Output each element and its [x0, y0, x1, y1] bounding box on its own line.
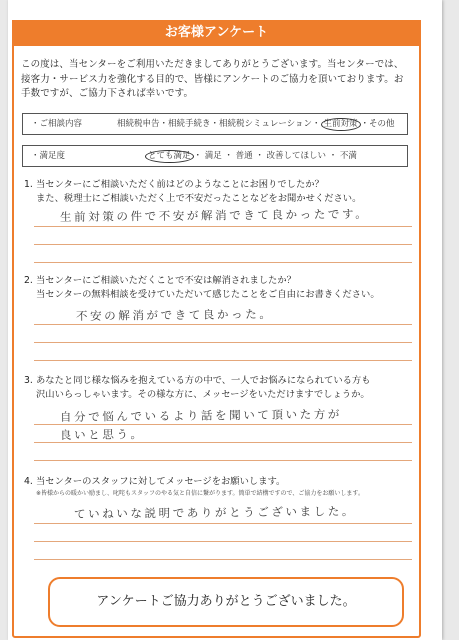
question-1-line1: 当センターにご相談いただく前はどのようなことにお困りでしたか？: [36, 179, 324, 190]
question-4-line1: 当センターのスタッフに対してメッセージをお願いします。: [36, 476, 286, 487]
consultation-row: [22, 113, 408, 135]
answer-rule: [34, 424, 412, 425]
question-1-line2: また、税理士にご相談いただく上で不安だったことなどをお聞かせください。: [36, 192, 362, 204]
consultation-options-after: ・その他: [360, 119, 395, 129]
question-1: [24, 178, 414, 205]
consultation-options: [117, 114, 395, 134]
question-2-number: 2.: [24, 275, 33, 286]
consultation-selected: 生前対策: [321, 118, 361, 131]
answer-rule: [34, 541, 412, 542]
answer-rule: [34, 244, 412, 245]
question-2-line2: 当センターの無料相談を受けていただいて感じたことをご自由にお書きください。: [36, 288, 380, 300]
answer-2-line1: 不安の解消ができて良かった。: [75, 306, 274, 323]
question-4: [24, 475, 414, 499]
answer-rule: [34, 460, 412, 461]
question-3-line2: 沢山いらっしゃいます。その様な方に、メッセージをいただけますでしょうか。: [36, 388, 370, 400]
intro-text: この度は、当センターをご利用いただきましてありがとうございます。当センターでは、接客力・サービス力を強化する目的で、皆様にアンケートのご協力を頂いております。お手数ですが、ご協力下されば幸いです。: [21, 59, 404, 99]
question-2: [24, 274, 414, 301]
satisfaction-options-after: ・ 満足 ・ 普通 ・ 改善してほしい ・ 不満: [193, 151, 357, 161]
satisfaction-selected: とても満足: [145, 150, 194, 163]
answer-rule: [34, 442, 412, 443]
thank-you-message: アンケートご協力ありがとうございました。: [48, 577, 404, 627]
satisfaction-label: ・満足度: [31, 151, 66, 161]
question-3: [24, 374, 414, 401]
answer-rule: [34, 342, 412, 343]
question-4-note: ※皆様からの暖かい励まし、叱咤もスタッフのやる気と自信に繋がります。簡単で結構ですので、ご協力をお願いします。: [36, 489, 364, 497]
question-4-number: 4.: [24, 476, 33, 487]
answer-rule: [34, 226, 412, 227]
answer-rule: [34, 324, 412, 325]
consultation-label: ・ご相談内容: [31, 119, 83, 129]
survey-title: お客様アンケート: [12, 20, 421, 46]
question-3-line1: あなたと同じ様な悩みを抱えている方の中で、一人でお悩みになられている方も: [36, 375, 371, 386]
answer-3-line2: 良いと思う。: [59, 427, 145, 442]
question-1-number: 1.: [24, 179, 33, 190]
answer-4-line1: ていねいな説明でありがとうございました。: [73, 504, 357, 521]
answer-rule: [34, 360, 412, 361]
answer-rule: [34, 559, 412, 560]
answer-rule: [34, 523, 412, 524]
question-2-line1: 当センターにご相談いただくことで不安は解消されましたか？: [36, 275, 296, 286]
answer-3-line1: 自分で悩んでいるより話を聞いて頂いた方が: [59, 407, 343, 424]
answer-1-line1: 生前対策の件で不安が解消できて良かったです。: [59, 206, 370, 224]
satisfaction-options: [145, 146, 357, 166]
satisfaction-row: [22, 145, 408, 167]
answer-rule: [34, 262, 412, 263]
consultation-options-before: 相続税申告・相続手続き・相続税シミュレーション・: [117, 119, 321, 129]
question-3-number: 3.: [24, 375, 33, 386]
